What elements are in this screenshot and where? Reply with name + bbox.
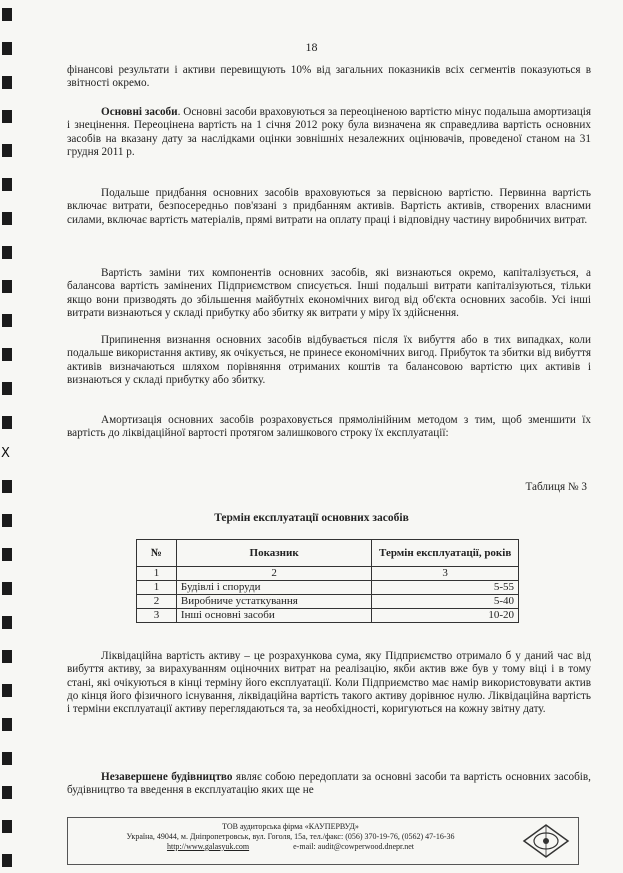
company-logo-icon xyxy=(520,822,572,860)
footer-company: ТОВ аудиторська фірма «КАУПЕРВУД» xyxy=(222,822,359,831)
table-row xyxy=(137,595,519,609)
binding-hole xyxy=(2,110,12,123)
binding-hole xyxy=(2,786,12,799)
header-indicator: Показник xyxy=(176,540,371,567)
header-useful-life: Термін експлуатації, років xyxy=(372,540,519,567)
paragraph-depreciation xyxy=(67,414,591,441)
binding-hole xyxy=(2,178,12,191)
header-number: № xyxy=(137,540,177,567)
footer-address: Україна, 49044, м. Дніпропетровськ, вул. Гоголя, 15а, тел./факс: (056) 370-19-76, (0562) 47-16-36 xyxy=(126,832,455,841)
binding-hole xyxy=(2,854,12,867)
paragraph-derecognition xyxy=(67,334,591,387)
table-cell: 1 xyxy=(137,567,177,581)
paragraph-replacement xyxy=(67,267,591,320)
table-row xyxy=(137,609,519,623)
table-cell: Виробниче устаткування xyxy=(176,595,371,609)
paragraph-lead: Основні засоби xyxy=(101,106,178,118)
paragraph-text: Подальше придбання основних засобів враховуються за первісною вартістю. Первинна вартість включає витрати, безпосередньо пов'язані з придбанням активів. Вартість активів, створених власними силами, включає вартість матеріалів, прямі витрати на оплату праці і відповідну частину виробничих витрат. xyxy=(67,187,591,226)
binding-margin xyxy=(0,0,16,873)
binding-hole xyxy=(2,144,12,157)
footer-contacts xyxy=(68,842,513,852)
binding-hole xyxy=(2,480,12,493)
binding-hole xyxy=(2,718,12,731)
paragraph-acquisition xyxy=(67,187,591,227)
binding-hole xyxy=(2,212,12,225)
binding-hole xyxy=(2,8,12,21)
page-number: 18 xyxy=(305,40,318,54)
binding-hole xyxy=(2,684,12,697)
table-cell: 1 xyxy=(137,581,177,595)
table-header-row xyxy=(137,540,519,567)
table-cell: 2 xyxy=(137,595,177,609)
paragraph-text: Амортизація основних засобів розраховується прямолінійним методом з тим, щоб зменшити їх вартість до ліквідаційної вартості протягом залишкового строку їх експлуатації: xyxy=(67,414,591,440)
paragraph-segments xyxy=(67,64,591,91)
binding-hole xyxy=(2,246,12,259)
paragraph-text: фінансові результати і активи перевищують 10% від загальних показників всіх сегментів показуються в звітності окремо. xyxy=(67,64,591,90)
footer-text xyxy=(68,822,513,852)
paragraph-text: Вартість заміни тих компонентів основних засобів, які визнаються окремо, капіталізується, а балансова вартість замінених Підприємством списується. Інші подальші витрати капіталізуються, тільки якщо вони призводять до збільшення майбутніх економічних вигод від об'єкта основних засобів. Усі інші витрати визнаються у складі прибутку або збитку як витрати у міру їх здійснення. xyxy=(67,267,591,319)
binding-hole xyxy=(2,582,12,595)
paragraph-construction xyxy=(67,771,591,798)
binding-hole xyxy=(2,416,12,429)
paragraph-text: являє собою передоплати за основні засоби та вартість основних засобів, будівництво та введення в експлуатацію яких ще не xyxy=(67,771,591,797)
table-cell: Будівлі і споруди xyxy=(176,581,371,595)
table-row xyxy=(137,581,519,595)
table-cell: Інші основні засоби xyxy=(176,609,371,623)
paragraph-lead: Незавершене будівництво xyxy=(101,771,233,783)
binding-hole xyxy=(2,752,12,765)
useful-life-table xyxy=(136,539,519,623)
binding-hole xyxy=(2,76,12,89)
binding-hole xyxy=(2,280,12,293)
table-row xyxy=(137,567,519,581)
binding-hole xyxy=(2,820,12,833)
paragraph-text: Ліквідаційна вартість активу – це розрахункова сума, яку Підприємство отримало б у даний час від вибуття активу, за вирахуванням оціночних витрат на реалізацію, якби актив вже був у тому віці і в тому стані, які очікуються в кінці терміну його експлуатації. Коли Підприємство має намір використовувати актив до кінця його фізичного існування, ліквідаційна вартість такого активу дорівнює нулю. Ліквідаційна вартість і терміни експлуатації активу переглядаються та, за необхідності, коригуються на кожну звітну дату. xyxy=(67,650,591,716)
table-cell: 10-20 xyxy=(372,609,519,623)
binding-hole xyxy=(2,616,12,629)
binding-hole xyxy=(2,650,12,663)
binding-hole xyxy=(2,348,12,361)
paragraph-text: . Основні засоби враховуються за переоціненою вартістю мінус подальша амортизація і знецінення. Переоцінена вартість на 1 січня 2012 року була визначена як справедлива вартість основних засобів на вказану дату за наслідками оцінки зовнішніх незалежних оцінювачів, проведеної станом на 31 грудня 2011 р. xyxy=(67,106,591,158)
paragraph-fixed-assets xyxy=(67,106,591,159)
binding-hole xyxy=(2,382,12,395)
table-title: Термін експлуатації основних засобів xyxy=(214,512,409,524)
paragraph-residual-value xyxy=(67,650,591,716)
table-cell: 5-55 xyxy=(372,581,519,595)
table-cell: 5-40 xyxy=(372,595,519,609)
page-footer xyxy=(67,817,579,865)
paragraph-text: Припинення визнання основних засобів відбувається після їх вибуття або в тих випадках, коли подальше використання активу, як очікується, не принесе економічних вигод. Прибуток та збитки від вибуття активів визначаються шляхом порівняння отриманих коштів та балансовою вартістю цих активів і визнаються у складі прибутку або збитку. xyxy=(67,334,591,386)
binding-cross-mark: X xyxy=(1,446,10,461)
binding-hole xyxy=(2,548,12,561)
table-cell: 3 xyxy=(372,567,519,581)
footer-email: e-mail: audit@cowperwood.dnepr.net xyxy=(293,842,415,851)
table-cell: 2 xyxy=(176,567,371,581)
table-cell: 3 xyxy=(137,609,177,623)
table-number: Таблиця № 3 xyxy=(525,481,587,493)
footer-website-link[interactable]: http://www.galasyuk.com xyxy=(166,842,250,851)
binding-hole xyxy=(2,314,12,327)
